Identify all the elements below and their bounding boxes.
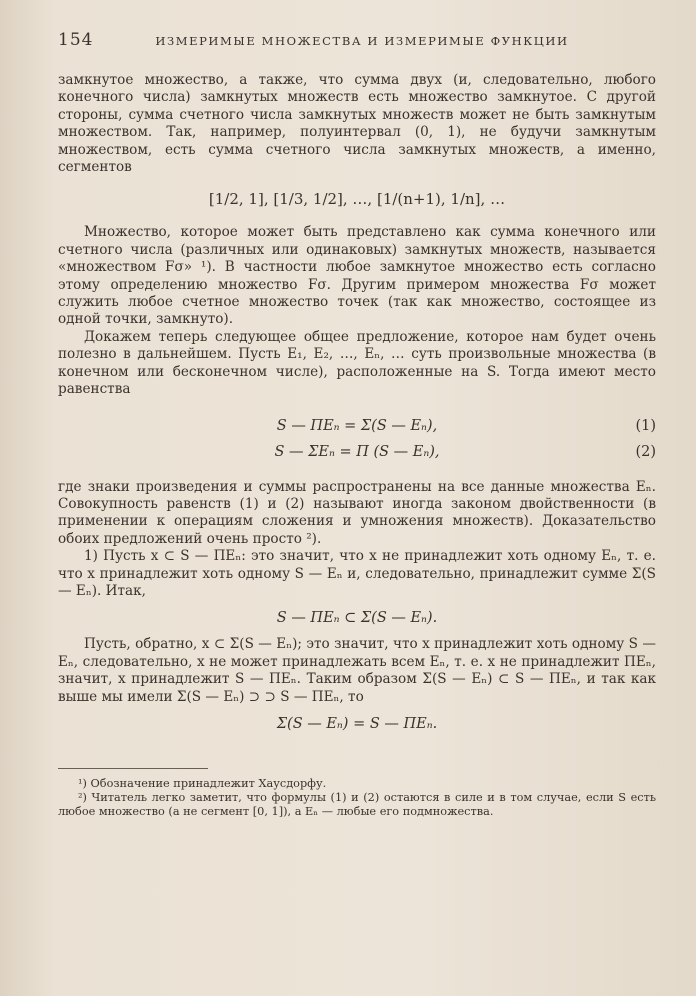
footnote-2: ²) Читатель легко заметит, что формулы (1) и (2) остаются в силе и в том случае, если S есть любое множество (а не сегмент [0, 1]), а Eₙ — любые его подмножества. — [58, 791, 656, 819]
paragraph-proof-part-1: 1) Пусть x ⊂ S — ΠEₙ: это значит, что x не принадлежит хоть одному Eₙ, т. е. что x принадлежит хоть одному S — Eₙ и, следовательно, принадлежит сумме Σ(S — Eₙ). Итак, — [58, 548, 656, 599]
footnote-1: ¹) Обозначение принадлежит Хаусдорфу. — [78, 776, 327, 790]
equation-2-number: (2) — [635, 443, 656, 460]
page-header — [58, 30, 656, 50]
equation-inclusion: S — ΠEₙ ⊂ Σ(S — Eₙ). — [276, 610, 438, 627]
footnotes — [58, 777, 656, 820]
equation-1-number: (1) — [635, 417, 656, 434]
footnote-divider — [58, 768, 208, 769]
paragraph-f-sigma-definition: Множество, которое может быть представлено как сумма конечного или счетного числа (различных или одинаковых) замкнутых множеств, называется «множеством Fσ» ¹). В частности любое замкнутое множество есть согласно этому определению множество Fσ. Другим примером множества Fσ может служить любое счетное множество точек (так как множество, состоящее из одной точки, замкнуто). — [58, 224, 656, 328]
paragraph-closed-sets: замкнутое множество, а также, что сумма двух (и, следовательно, любого конечного числа) замкнутых множеств есть множество замкнутое. С другой стороны, сумма счетного числа замкнутых множеств может не быть замкнутым множеством. Так, например, полуинтервал (0, 1), не будучи замкнутым множеством, есть сумма счетного числа замкнутых множеств, а именно, сегментов — [58, 72, 656, 176]
equation-equality: Σ(S — Eₙ) = S — ΠEₙ. — [276, 715, 438, 732]
equation-1-formula: S — ΠEₙ = Σ(S — Eₙ), — [276, 417, 438, 434]
paragraph-general-proposition: Докажем теперь следующее общее предложение, которое нам будет очень полезно в дальнейшем. Пусть E₁, E₂, …, Eₙ, … суть произвольные множества (в конечном или бесконечном числе), расположенные на S. Тогда имеют место равенства — [58, 328, 656, 398]
paragraph-duality-law: где знаки произведения и суммы распространены на все данные множества Eₙ. Совокупность равенств (1) и (2) называют иногда законом двойственности (в применении к операциям сложения и умножения множеств). Доказательство обоих предложений очень просто ²). — [58, 478, 656, 547]
running-title: ИЗМЕРИМЫЕ МНОЖЕСТВА И ИЗМЕРИМЫЕ ФУНКЦИИ — [155, 34, 569, 48]
segments-formula: [1/2, 1], [1/3, 1/2], …, [1/(n+1), 1/n], … — [208, 190, 506, 209]
equation-2-formula: S — ΣEₙ = Π (S — Eₙ), — [274, 443, 440, 460]
equation-1 — [58, 413, 656, 439]
page-number: 154 — [58, 30, 94, 50]
equation-2 — [58, 439, 656, 465]
paragraph-proof-converse: Пусть, обратно, x ⊂ Σ(S — Eₙ); это значит, что x принадлежит хоть одному S — Eₙ, следовательно, x не может принадлежать всем Eₙ, т. е. x не принадлежит ΠEₙ, значит, x принадлежит S — ΠEₙ. Таким образом Σ(S — Eₙ) ⊂ S — ΠEₙ, и так как выше мы имели Σ(S — Eₙ) ⊃ ⊃ S — ΠEₙ, то — [58, 636, 656, 705]
